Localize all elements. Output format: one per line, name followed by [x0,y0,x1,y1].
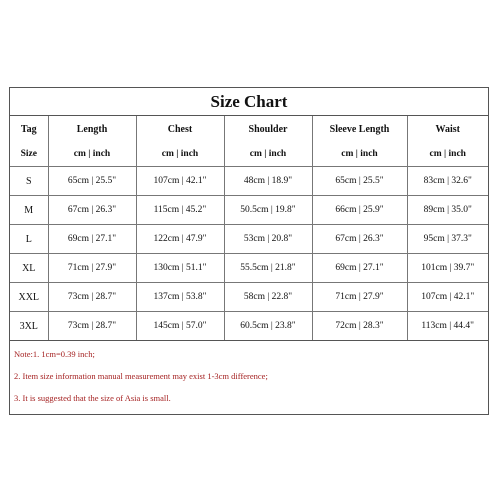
chest-cell: 122cm | 47.9" [136,225,224,254]
sleeve-length-cell: 69cm | 27.1" [312,254,407,283]
waist-cell: 107cm | 42.1" [407,283,488,312]
unit-label: cm | inch [312,142,407,167]
column-header-shoulder: Shoulder [224,116,312,142]
note-conversion: Note:1. 1cm=0.39 inch; [14,349,95,359]
unit-label: cm | inch [48,142,136,167]
waist-cell: 89cm | 35.0" [407,196,488,225]
table-row [10,225,488,254]
waist-cell: 101cm | 39.7" [407,254,488,283]
notes-section [10,340,488,414]
length-cell: 71cm | 27.9" [48,254,136,283]
size-label: S [10,167,48,196]
size-label: XXL [10,283,48,312]
waist-cell: 95cm | 37.3" [407,225,488,254]
chest-cell: 145cm | 57.0" [136,312,224,341]
length-cell: 69cm | 27.1" [48,225,136,254]
tag-header: Tag [10,116,48,142]
column-header-chest: Chest [136,116,224,142]
column-header-sleeve-length: Sleeve Length [312,116,407,142]
table-header-row [10,116,488,142]
table-row [10,254,488,283]
shoulder-cell: 58cm | 22.8" [224,283,312,312]
shoulder-cell: 48cm | 18.9" [224,167,312,196]
waist-cell: 113cm | 44.4" [407,312,488,341]
size-table [10,116,488,341]
size-label: M [10,196,48,225]
note-asian-sizing: 3. It is suggested that the size of Asia is small. [14,393,171,403]
size-label: 3XL [10,312,48,341]
waist-cell: 83cm | 32.6" [407,167,488,196]
table-row [10,167,488,196]
unit-label: cm | inch [407,142,488,167]
length-cell: 73cm | 28.7" [48,283,136,312]
size-label: XL [10,254,48,283]
sleeve-length-cell: 72cm | 28.3" [312,312,407,341]
shoulder-cell: 50.5cm | 19.8" [224,196,312,225]
size-label: L [10,225,48,254]
length-cell: 65cm | 25.5" [48,167,136,196]
table-row [10,196,488,225]
table-row [10,312,488,341]
chest-cell: 130cm | 51.1" [136,254,224,283]
chest-cell: 107cm | 42.1" [136,167,224,196]
sleeve-length-cell: 66cm | 25.9" [312,196,407,225]
sleeve-length-cell: 71cm | 27.9" [312,283,407,312]
sleeve-length-cell: 67cm | 26.3" [312,225,407,254]
length-cell: 73cm | 28.7" [48,312,136,341]
size-chart-title: Size Chart [10,88,488,116]
column-header-waist: Waist [407,116,488,142]
note-measurement-difference: 2. Item size information manual measurement may exist 1-3cm difference; [14,371,268,381]
unit-label: cm | inch [224,142,312,167]
chest-cell: 115cm | 45.2" [136,196,224,225]
shoulder-cell: 60.5cm | 23.8" [224,312,312,341]
table-row [10,283,488,312]
chest-cell: 137cm | 53.8" [136,283,224,312]
size-chart-panel [9,87,489,415]
size-header: Size [10,142,48,167]
shoulder-cell: 55.5cm | 21.8" [224,254,312,283]
sleeve-length-cell: 65cm | 25.5" [312,167,407,196]
table-unit-row [10,142,488,167]
unit-label: cm | inch [136,142,224,167]
shoulder-cell: 53cm | 20.8" [224,225,312,254]
length-cell: 67cm | 26.3" [48,196,136,225]
column-header-length: Length [48,116,136,142]
